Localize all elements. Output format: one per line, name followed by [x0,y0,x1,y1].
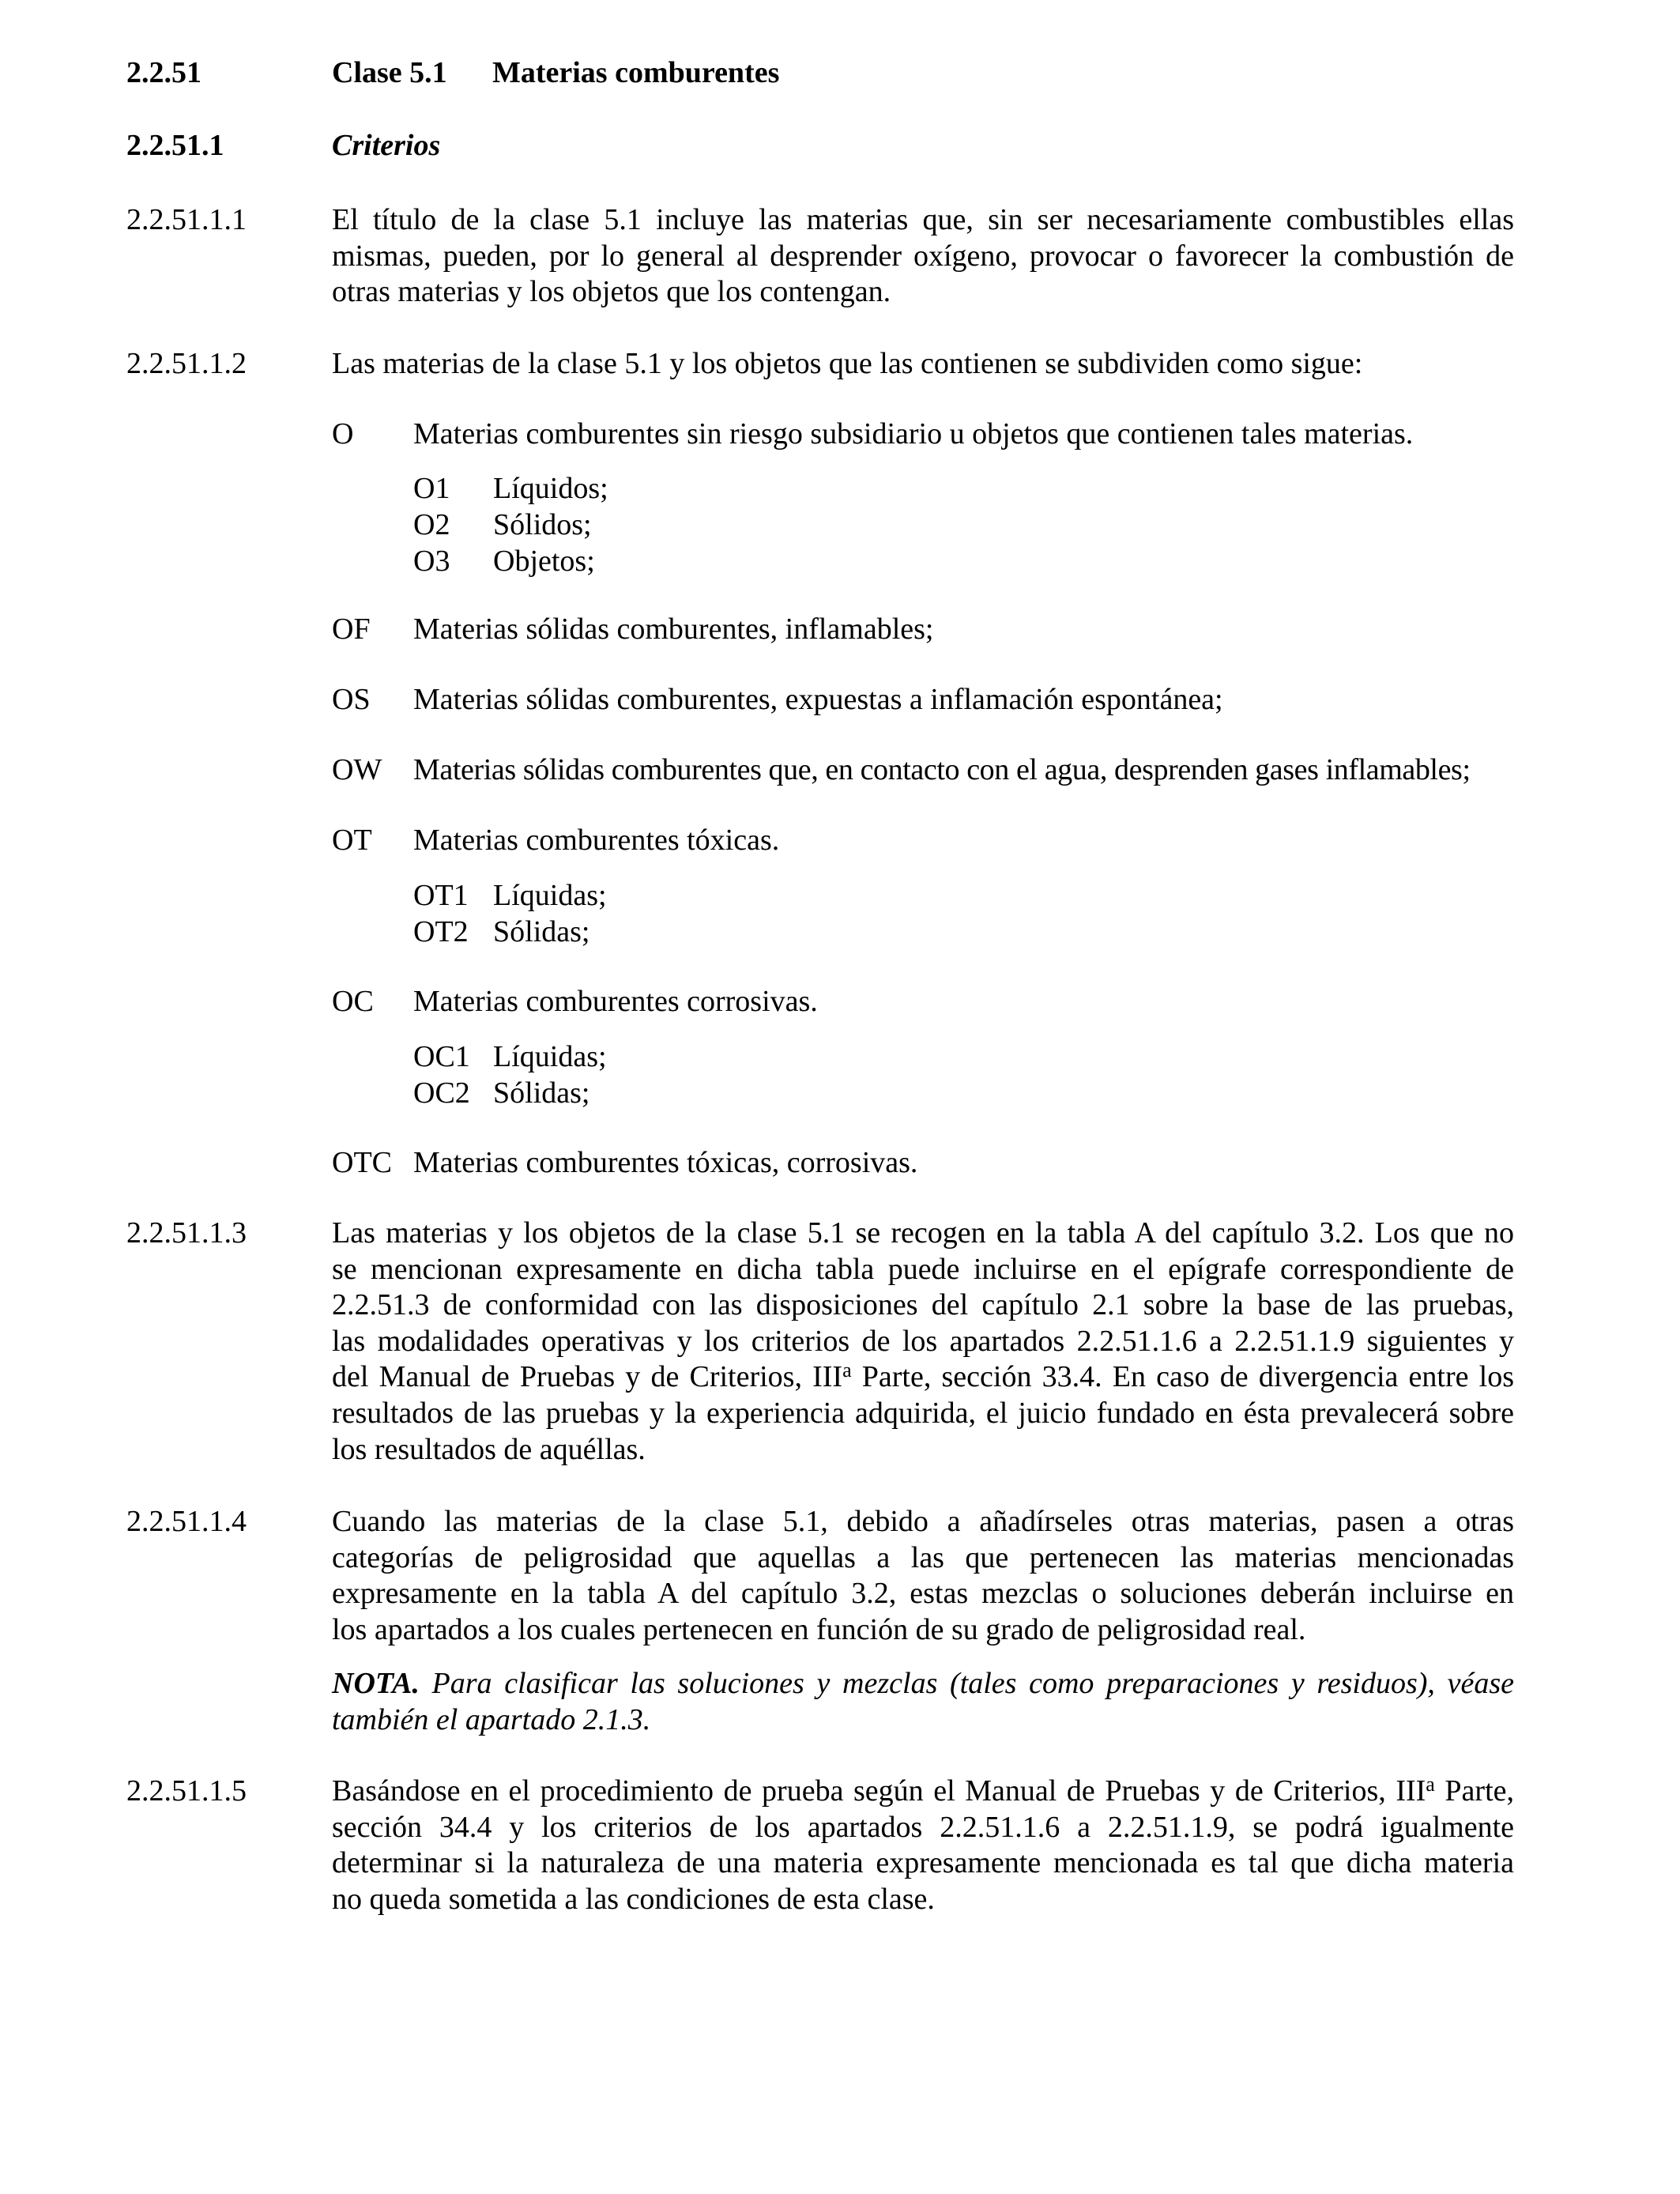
subgroup-code: O3 [413,545,450,578]
text-line: Cuando las materias de la clase 5.1, debido a añadírseles otras materias, pasen a otras [332,1505,1514,1538]
text-segment: Parte, sección 33.4. En caso de divergencia entre los [851,1360,1514,1394]
text-segment: del Manual de Pruebas y de Criterios, III [332,1360,843,1394]
paragraph-number: 2.2.51.1.2 [126,347,247,380]
subgroup-code: O1 [413,472,450,505]
superscript: a [842,1359,852,1382]
text-line: El título de la clase 5.1 incluye las materias que, sin ser necesariamente combustibles ellas [332,203,1514,236]
paragraph-number: 2.2.51.1.5 [126,1774,247,1808]
text-segment: Parte, [1434,1774,1514,1808]
text-segment: Para clasificar las soluciones y mezclas (tales como preparaciones y residuos), véase [419,1667,1514,1700]
group-code: OTC [332,1146,392,1179]
text-line: Las materias y los objetos de la clase 5.1 se recogen en la tabla A del capítulo 3.2. Los que no [332,1216,1514,1250]
group-code: O [332,417,354,450]
subgroup-label: Sólidas; [493,1076,590,1110]
subsection-title: Criterios [332,129,441,162]
subgroup-label: Sólidas; [493,915,590,948]
note-label: NOTA. [332,1667,420,1700]
group-code: OT [332,824,372,857]
group-code: OS [332,683,371,716]
subgroup-code: OC1 [413,1040,470,1073]
text-line [332,1666,1514,1702]
subgroup-label: Líquidas; [493,879,607,912]
group-description: Materias comburentes tóxicas, corrosivas. [413,1146,918,1179]
text-line [332,1774,1514,1810]
paragraph-number: 2.2.51.1.4 [126,1505,247,1538]
text-line: expresamente en la tabla A del capítulo 3.2, estas mezclas o soluciones deberán incluirse en [332,1577,1514,1611]
paragraph-text [332,1216,1514,1468]
section-title: Materias comburentes [492,56,780,89]
group-description: Materias comburentes corrosivas. [413,985,818,1018]
text-line: resultados de las pruebas y la experiencia adquirida, el juicio fundado en ésta prevalecerá sobre [332,1396,1514,1430]
text-line: determinar si la naturaleza de una materia expresamente mencionada es tal que dicha materia [332,1846,1514,1880]
paragraph-text [332,1504,1514,1648]
section-number: 2.2.51 [126,56,202,89]
subgroup-code: OT1 [413,879,469,912]
subgroup-code: OT2 [413,915,469,948]
group-code: OF [332,613,371,646]
text-line: los apartados a los cuales pertenecen en función de su grado de peligrosidad real. [332,1612,1306,1646]
subgroup-label: Objetos; [493,545,595,578]
subgroup-label: Sólidos; [493,508,592,541]
text-line: categorías de peligrosidad que aquellas a las que pertenecen las materias mencionadas [332,1540,1514,1574]
group-description: Materias sólidas comburentes que, en contacto con el agua, desprenden gases inflamables; [413,753,1471,786]
text-line: otras materias y los objetos que los contengan. [332,275,891,309]
subsection-number: 2.2.51.1 [126,129,224,162]
group-description: Materias sólidas comburentes, expuestas a inflamación espontánea; [413,683,1223,716]
subgroup-code: OC2 [413,1076,470,1110]
paragraph-text: Las materias de la clase 5.1 y los objetos que las contienen se subdividen como sigue: [332,347,1363,380]
text-line: mismas, pueden, por lo general al desprender oxígeno, provocar o favorecer la combustión de [332,239,1514,273]
text-line: los resultados de aquéllas. [332,1432,646,1466]
subgroup-label: Líquidas; [493,1040,607,1073]
group-code: OW [332,753,382,786]
paragraph-text [332,1774,1514,1917]
section-class-label: Clase 5.1 [332,56,447,89]
group-description: Materias sólidas comburentes, inflamables; [413,613,934,646]
note [332,1666,1514,1738]
text-line: se mencionan expresamente en dicha tabla puede incluirse en el epígrafe correspondiente de [332,1252,1514,1286]
text-line: sección 34.4 y los criterios de los apartados 2.2.51.1.6 a 2.2.51.1.9, se podrá igualmente [332,1810,1514,1844]
text-line: las modalidades operativas y los criterios de los apartados 2.2.51.1.6 a 2.2.51.1.9 siguientes y [332,1324,1514,1358]
text-segment: Basándose en el procedimiento de prueba según el Manual de Pruebas y de Criterios, III [332,1774,1426,1808]
text-line: también el apartado 2.1.3. [332,1702,651,1736]
group-code: OC [332,985,374,1018]
text-line: 2.2.51.3 de conformidad con las disposiciones del capítulo 2.1 sobre la base de las pruebas, [332,1288,1514,1322]
paragraph-number: 2.2.51.1.3 [126,1216,247,1250]
subgroup-label: Líquidos; [493,472,608,505]
paragraph-text [332,202,1514,311]
group-description: Materias comburentes sin riesgo subsidiario u objetos que contienen tales materias. [413,417,1414,450]
superscript: a [1426,1773,1435,1796]
group-description: Materias comburentes tóxicas. [413,824,780,857]
text-line: no queda sometida a las condiciones de esta clase. [332,1882,935,1916]
text-line [332,1359,1514,1396]
paragraph-number: 2.2.51.1.1 [126,203,247,236]
subgroup-code: O2 [413,508,450,541]
